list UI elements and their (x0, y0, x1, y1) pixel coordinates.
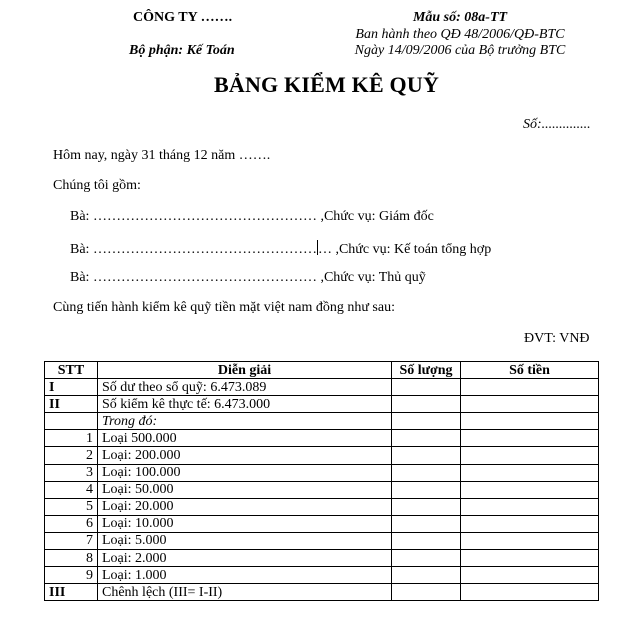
row-stt: 3 (45, 464, 98, 481)
header-amount: Số tiền (461, 362, 599, 379)
table-row (45, 464, 599, 481)
row-amount[interactable] (461, 532, 599, 549)
table-row (45, 584, 599, 601)
row-description: Loại: 1.000 (98, 567, 392, 584)
table-row (45, 550, 599, 567)
row-amount[interactable] (461, 464, 599, 481)
row-description: Loại: 2.000 (98, 550, 392, 567)
row-description: Loại: 50.000 (98, 481, 392, 498)
table-row (45, 532, 599, 549)
table-row (45, 481, 599, 498)
member-line-3: Bà: ………………………………………… ,Chức vụ: Thủ quỹ (70, 270, 426, 285)
row-description: Loại: 5.000 (98, 532, 392, 549)
row-stt: 5 (45, 498, 98, 515)
row-stt: I (45, 379, 98, 396)
row-stt: III (45, 584, 98, 601)
row-description: Loại: 100.000 (98, 464, 392, 481)
row-amount[interactable] (461, 430, 599, 447)
row-stt: II (45, 396, 98, 413)
row-quantity[interactable] (392, 498, 461, 515)
table-header-row (45, 362, 599, 379)
row-amount[interactable] (461, 447, 599, 464)
row-stt: 8 (45, 550, 98, 567)
row-description: Loại: 10.000 (98, 515, 392, 532)
intro-text: Cùng tiến hành kiểm kê quỹ tiền mặt việt nam đồng như sau: (53, 300, 395, 315)
table-row (45, 396, 599, 413)
members-label: Chúng tôi gồm: (53, 178, 141, 193)
document-number: Số:.............. (523, 117, 591, 132)
row-description: Chênh lệch (III= I-II) (98, 584, 392, 601)
row-stt: 7 (45, 532, 98, 549)
row-amount[interactable] (461, 379, 599, 396)
row-quantity[interactable] (392, 584, 461, 601)
row-stt: 1 (45, 430, 98, 447)
row-amount[interactable] (461, 481, 599, 498)
table-row (45, 413, 599, 430)
row-description: Trong đó: (98, 413, 392, 430)
row-amount[interactable] (461, 515, 599, 532)
table-row (45, 430, 599, 447)
row-amount[interactable] (461, 498, 599, 515)
company-name: CÔNG TY ……. (133, 10, 233, 25)
row-quantity[interactable] (392, 481, 461, 498)
row-description: Số kiểm kê thực tế: 6.473.000 (98, 396, 392, 413)
header-description: Diễn giải (98, 362, 392, 379)
row-description: Loại 500.000 (98, 430, 392, 447)
issued-date: Ngày 14/09/2006 của Bộ trưởng BTC (354, 43, 566, 58)
table-row (45, 379, 599, 396)
row-description: Loại: 20.000 (98, 498, 392, 515)
cash-count-table (44, 361, 599, 601)
row-quantity[interactable] (392, 430, 461, 447)
row-stt (45, 413, 98, 430)
row-stt: 9 (45, 567, 98, 584)
issued-by: Ban hành theo QĐ 48/2006/QĐ-BTC (355, 27, 565, 42)
unit-label: ĐVT: VNĐ (524, 331, 590, 346)
table-row (45, 515, 599, 532)
row-amount[interactable] (461, 567, 599, 584)
row-quantity[interactable] (392, 515, 461, 532)
row-quantity[interactable] (392, 550, 461, 567)
header-stt: STT (45, 362, 98, 379)
form-number: Mẫu số: 08a-TT (412, 10, 508, 25)
row-quantity[interactable] (392, 464, 461, 481)
table-row (45, 567, 599, 584)
row-quantity[interactable] (392, 413, 461, 430)
header-quantity: Số lượng (392, 362, 461, 379)
member-line-2[interactable] (70, 240, 491, 258)
row-stt: 4 (45, 481, 98, 498)
row-amount[interactable] (461, 550, 599, 567)
row-description: Số dư theo sổ quỹ: 6.473.089 (98, 379, 392, 396)
row-quantity[interactable] (392, 447, 461, 464)
table-row (45, 498, 599, 515)
row-amount[interactable] (461, 584, 599, 601)
department: Bộ phận: Kế Toán (129, 43, 235, 58)
member-line-2-after: … ,Chức vụ: Kế toán tổng hợp (317, 242, 492, 257)
row-amount[interactable] (461, 413, 599, 430)
member-line-1: Bà: ………………………………………… ,Chức vụ: Giám đốc (70, 209, 434, 224)
row-quantity[interactable] (392, 379, 461, 396)
page-title: BẢNG KIỂM KÊ QUỸ (214, 72, 440, 97)
row-description: Loại: 200.000 (98, 447, 392, 464)
row-quantity[interactable] (392, 396, 461, 413)
row-quantity[interactable] (392, 532, 461, 549)
row-stt: 2 (45, 447, 98, 464)
row-amount[interactable] (461, 396, 599, 413)
row-stt: 6 (45, 515, 98, 532)
member-line-2-before: Bà: ………………………………………… (70, 242, 317, 257)
row-quantity[interactable] (392, 567, 461, 584)
date-line: Hôm nay, ngày 31 tháng 12 năm ……. (53, 148, 271, 163)
table-row (45, 447, 599, 464)
